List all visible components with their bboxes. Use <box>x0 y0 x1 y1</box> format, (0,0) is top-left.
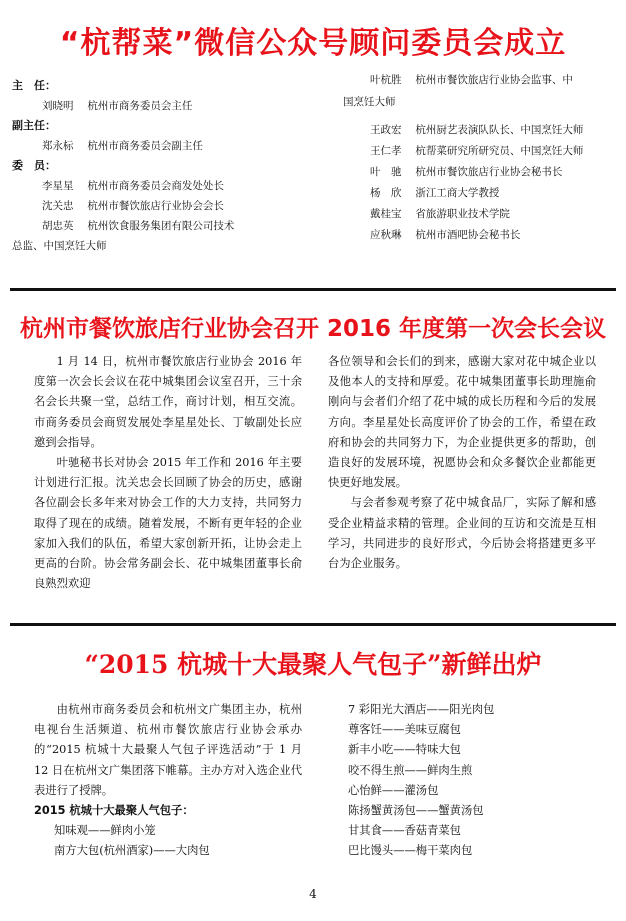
section3-left-column <box>34 700 302 862</box>
paragraph: 各位领导和会长们的到来，感谢大家对花中城企业以及他本人的支持和厚爱。花中城集团董事长助理施俞刚向与会者们介绍了花中城的成长历程和今后的发展方向。李星星处长高度评价了协会的工作，希望在政府和协会的共同努力下，为企业提供更多的帮助，创造良好的发展环境，祝愿协会和众多餐饮企业都能更快更好地发展。 <box>328 355 596 490</box>
deputy-label: 副主任： <box>12 119 56 132</box>
list-item: 陈扬蟹黄汤包——蟹黄汤包 <box>348 804 484 818</box>
deputy-name: 郑永标 杭州市商务委员会副主任 <box>42 140 203 152</box>
list-title: 2015 杭城十大最聚人气包子： <box>34 804 194 818</box>
section1-title: “杭帮菜”微信公众号顾问委员会成立 <box>59 26 567 61</box>
member-item: 叶 驰 杭州市餐饮旅店行业协会秘书长 <box>370 166 563 178</box>
intro-paragraph: 由杭州市商务委员会和杭州文广集团主办，杭州电视台生活频道、杭州市餐饮旅店行业协会承办的“2015 杭城十大最聚人气包子评选活动”于 1 月 12 日在杭州文广集团落下帷幕。主办方对入选企业代表进行了授牌。 <box>34 703 302 797</box>
section-divider <box>10 288 616 291</box>
member-item: 胡忠英 杭州饮食服务集团有限公司技术 <box>42 220 235 232</box>
section-divider <box>10 623 616 626</box>
list-item: 知味观——鲜肉小笼 <box>54 824 156 838</box>
section2-right-column <box>328 352 596 574</box>
list-item: 甘其食——香菇青菜包 <box>348 824 461 838</box>
member-item: 杨 欣 浙江工商大学教授 <box>370 187 500 199</box>
member-item: 戴桂宝 省旅游职业技术学院 <box>370 208 510 220</box>
paragraph: 叶驰秘书长对协会 2015 年工作和 2016 年主要计划进行汇报。沈关忠会长回顾了协会的历史，感谢各位副会长多年来对协会工作的大力支持，共同努力取得了现在的成绩。随着发展，不断有更年轻的企业家加入我们的队伍，希望大家创新开拓，让协会走上更高的台阶。协会常务副会长、花中城集团董事长俞良熟烈欢迎 <box>34 456 302 591</box>
list-item: 尊客饪——美味豆腐包 <box>348 723 461 737</box>
list-item: 新丰小吃——特味大包 <box>348 743 461 757</box>
director-label: 主 任： <box>12 79 56 92</box>
section3-right-column <box>348 700 598 862</box>
list-item: 南方大包(杭州酒家)——大肉包 <box>54 844 210 858</box>
member-item: 叶杭胜 杭州市餐饮旅店行业协会监事、中 <box>370 74 573 86</box>
page-number: 4 <box>309 887 317 901</box>
member-item: 应秋琳 杭州市酒吧协会秘书长 <box>370 229 521 241</box>
section2-title: 杭州市餐饮旅店行业协会召开 2016 年度第一次会长会议 <box>19 316 607 342</box>
member-item: 沈关忠 杭州市餐饮旅店行业协会会长 <box>42 200 224 212</box>
members-label: 委 员： <box>12 159 56 172</box>
member-item: 王政宏 杭州厨艺表演队队长、中国烹饪大师 <box>370 124 584 136</box>
paragraph: 与会者参观考察了花中城食品厂，实际了解和感受企业精益求精的管理。企业间的互访和交流是互相学习，共同进步的良好形式，今后协会将搭建更多平台为企业服务。 <box>328 496 596 571</box>
list-item: 7 彩阳光大酒店——阳光肉包 <box>348 703 495 716</box>
list-item: 心怡鲜——灌汤包 <box>348 783 439 797</box>
list-item: 咬不得生煎——鲜肉生煎 <box>348 763 473 777</box>
member-item: 王仁孝 杭帮菜研究所研究员、中国烹饪大师 <box>370 145 584 157</box>
section2-left-column <box>34 352 302 594</box>
director-name: 刘晓明 杭州市商务委员会主任 <box>42 100 193 112</box>
member-item: 李星星 杭州市商务委员会商发处处长 <box>42 180 224 192</box>
member-item-tail: 总监、中国烹饪大师 <box>12 240 107 252</box>
paragraph: 1 月 14 日，杭州市餐饮旅店行业协会 2016 年度第一次会长会议在花中城集团会议室召开，三十余名会长共聚一堂，总结工作，商讨计划，相互交流。市商务委员会商贸发展处李星星处长、丁敏副处长应邀到会指导。 <box>34 355 302 449</box>
list-item: 巴比馒头——梅干菜肉包 <box>348 844 473 858</box>
section3-title: “2015 杭城十大最聚人气包子”新鲜出炉 <box>84 650 542 679</box>
director-row <box>12 76 56 96</box>
member-item-tail: 国烹饪大师 <box>343 96 396 108</box>
